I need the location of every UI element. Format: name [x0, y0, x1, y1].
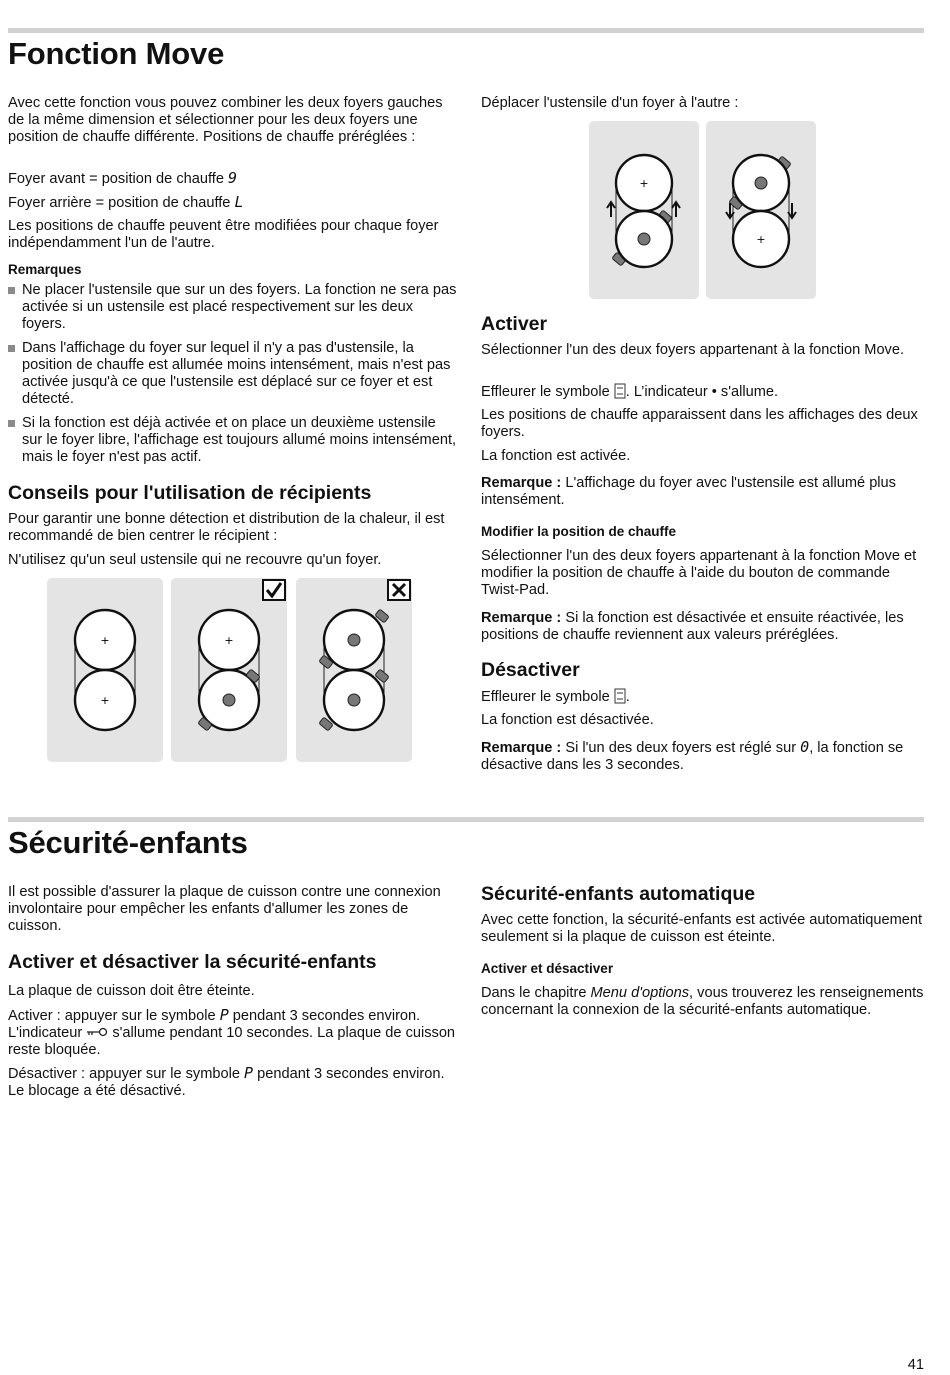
deactivate-remark: Remarque : Si l'un des deux foyers est réglé sur 0, la fonction se désactive dans les 3 secondes.: [481, 738, 904, 773]
list-item: Ne placer l'ustensile que sur un des foyers. La fonction ne sera pas activée si un ustensile est placé respectivement sur les deux foyers.: [8, 282, 458, 333]
section-title-child-lock: Sécurité-enfants: [8, 825, 248, 860]
tips-title: Conseils pour l'utilisation de récipients: [8, 482, 372, 504]
activate-text: Sélectionner l'un des deux foyers appartenant à la fonction Move.: [481, 342, 905, 358]
checkmark-icon: [262, 579, 286, 601]
svg-text:+: +: [756, 233, 766, 246]
burners-illustration: [296, 578, 412, 762]
cookware-diagram-incorrect: [296, 578, 412, 762]
deactivate-step: Effleurer le symbole .: [481, 689, 630, 705]
move-diagram-backward: [706, 121, 816, 299]
list-item: Si la fonction est déjà activée et on place un deuxième ustensile sur le foyer libre, l'affichage est toujours allumé moins intensément, mais le foyer n'est pas actif.: [8, 415, 458, 466]
activate-text: La fonction est activée.: [481, 448, 631, 464]
svg-text:+: +: [639, 177, 649, 190]
burners-move-illustration: [706, 121, 816, 299]
bullet-square-icon: [8, 287, 15, 294]
cookware-diagram-empty: [47, 578, 163, 762]
move-function-icon: [614, 383, 626, 399]
deactivate-title: Désactiver: [481, 659, 580, 681]
cross-icon: [387, 579, 411, 601]
child-lock-deactivate: Désactiver : appuyer sur le symbole P pendant 3 secondes environ. Le blocage a été désactivé.: [8, 1064, 445, 1099]
section-rule: [8, 817, 924, 822]
list-item: Dans l'affichage du foyer sur lequel il n'y a pas d'ustensile, la position de chauffe est allumée moins intensément, mais n'est pas activée jusqu'à ce que l'ustensile est déplacé sur ce foyer et est détecté.: [8, 340, 458, 408]
rear-burner-line: Foyer arrière = position de chauffe L: [8, 193, 244, 211]
bullet-square-icon: [8, 420, 15, 427]
burners-illustration: [171, 578, 287, 762]
modify-remark: Remarque : Si la fonction est désactivée et ensuite réactivée, les positions de chauffe reviennent aux valeurs préréglées.: [481, 610, 904, 643]
heat-level-symbol: 9: [228, 169, 238, 187]
section-title-move: Fonction Move: [8, 36, 225, 71]
child-lock-onoff-title: Activer et désactiver la sécurité-enfants: [8, 951, 377, 973]
front-burner-line: Foyer avant = position de chauffe 9: [8, 169, 238, 187]
p-symbol-icon: P: [244, 1064, 254, 1082]
svg-text:+: +: [224, 634, 234, 647]
key-lock-icon: [86, 1027, 108, 1037]
modify-text: Les positions de chauffe peuvent être modifiées pour chaque foyer indépendamment l'un de l'autre.: [8, 218, 439, 251]
burners-move-illustration: [589, 121, 699, 299]
activate-step: Effleurer le symbole . L’indicateur • s'allume.: [481, 384, 779, 400]
heat-level-symbol: 0: [800, 738, 810, 756]
move-function-icon: [614, 688, 626, 704]
svg-text:+: +: [100, 694, 110, 707]
activate-text: Les positions de chauffe apparaissent dans les affichages des deux foyers.: [481, 407, 918, 440]
child-lock-activate: Activer : appuyer sur le symbole P pendant 3 secondes environ. L'indicateur s'allume pendant 10 secondes. La plaque de cuisson reste bloquée.: [8, 1006, 456, 1058]
bullet-square-icon: [8, 345, 15, 352]
modify-text: Sélectionner l'un des deux foyers appartenant à la fonction Move et modifier la position de chauffe à l'aide du bouton de commande Twist-Pad.: [481, 548, 917, 598]
burners-illustration: [47, 578, 163, 762]
intro-text: Avec cette fonction vous pouvez combiner les deux foyers gauches de la même dimension et sélectionner pour les deux foyers une position de chauffe différente. Positions de chauffe préréglées :: [8, 95, 443, 145]
child-lock-intro: Il est possible d'assurer la plaque de cuisson contre une connexion involontaire pour empêcher les enfants d'allumer les zones de cuisson.: [8, 884, 441, 934]
activate-remark: Remarque : L'affichage du foyer avec l'ustensile est allumé plus intensément.: [481, 475, 896, 508]
heat-level-symbol: L: [234, 193, 244, 211]
section-rule: [8, 28, 924, 33]
p-symbol-icon: P: [219, 1006, 229, 1024]
modify-title: Modifier la position de chauffe: [481, 524, 677, 539]
auto-child-lock-text: Avec cette fonction, la sécurité-enfants est activée automatiquement seulement si la plaque de cuisson est éteinte.: [481, 912, 923, 945]
tips-text: Pour garantir une bonne détection et distribution de la chaleur, il est recommandé de bien centrer le récipient :: [8, 511, 445, 544]
activate-title: Activer: [481, 313, 548, 335]
page-number: 41: [907, 1357, 924, 1373]
remarks-title: Remarques: [8, 262, 82, 277]
tips-text: N'utilisez qu'un seul ustensile qui ne recouvre qu'un foyer.: [8, 552, 382, 568]
cookware-diagram-correct: [171, 578, 287, 762]
deactivate-text: La fonction est désactivée.: [481, 712, 654, 728]
auto-child-lock-title: Sécurité-enfants automatique: [481, 883, 756, 905]
move-text: Déplacer l'ustensile d'un foyer à l'autre :: [481, 95, 739, 111]
auto-child-lock-subtitle: Activer et désactiver: [481, 961, 614, 976]
svg-text:+: +: [100, 634, 110, 647]
auto-child-lock-text: Dans le chapitre Menu d'options, vous trouverez les renseignements concernant la connexion de la sécurité-enfants automatique.: [481, 985, 924, 1018]
child-lock-text: La plaque de cuisson doit être éteinte.: [8, 983, 255, 999]
move-diagram-forward: [589, 121, 699, 299]
